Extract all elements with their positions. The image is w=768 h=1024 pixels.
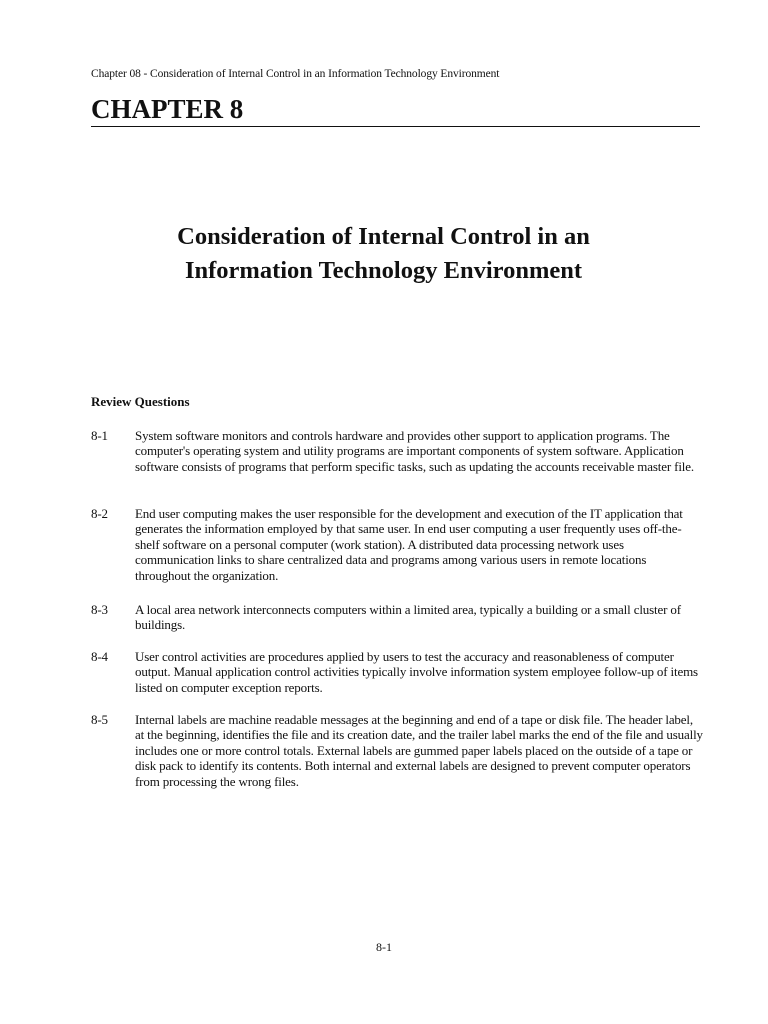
running-header: Chapter 08 - Consideration of Internal Control in an Information Technology Environment [91, 68, 500, 80]
section-heading: Review Questions [91, 394, 190, 409]
question-text: User control activities are procedures applied by users to test the accuracy and reasonableness of computer output. Manual application control activities typically involve information system employee follow-up of items listed on computer exception reports. [135, 649, 698, 695]
question-number: 8-1 [91, 428, 108, 443]
page-number: 8-1 [376, 940, 392, 954]
question-8-1 [91, 428, 703, 474]
question-text: Internal labels are machine readable messages at the beginning and end of a tape or disk file. The header label, at the beginning, identifies the file and its creation date, and the trailer label marks the end of the file and usually includes one or more control totals. External labels are gummed paper labels placed on the outside of a tape or disk pack to identify its contents. Both internal and external labels are designed to prevent computer operators from processing the wrong files. [135, 712, 703, 789]
question-number: 8-5 [91, 712, 108, 727]
question-number: 8-3 [91, 602, 108, 617]
chapter-title [91, 220, 676, 288]
chapter-title-line-1: Consideration of Internal Control in an [177, 223, 590, 250]
question-8-2 [91, 506, 703, 583]
question-number: 8-4 [91, 649, 108, 664]
question-number: 8-2 [91, 506, 108, 521]
chapter-title-line-2: Information Technology Environment [184, 257, 583, 284]
chapter-heading: CHAPTER 8 [91, 92, 700, 127]
question-8-4 [91, 649, 703, 695]
question-text: A local area network interconnects computers within a limited area, typically a building or a small cluster of buildings. [135, 602, 681, 633]
question-text: End user computing makes the user responsible for the development and execution of the IT application that generates the information employed by that same user. In end user computing a user frequently uses off-the-shelf software on a personal computer (work station). A distributed data processing network uses communication links to share centralized data and programs among various users in remote locations throughout the organization. [135, 506, 683, 583]
question-8-5 [91, 712, 703, 789]
question-8-3 [91, 602, 703, 633]
question-text: System software monitors and controls hardware and provides other support to application programs. The computer's operating system and utility programs are important components of system software. Application software consists of programs that perform specific tasks, such as updating the accounts receivable master file. [135, 428, 694, 474]
